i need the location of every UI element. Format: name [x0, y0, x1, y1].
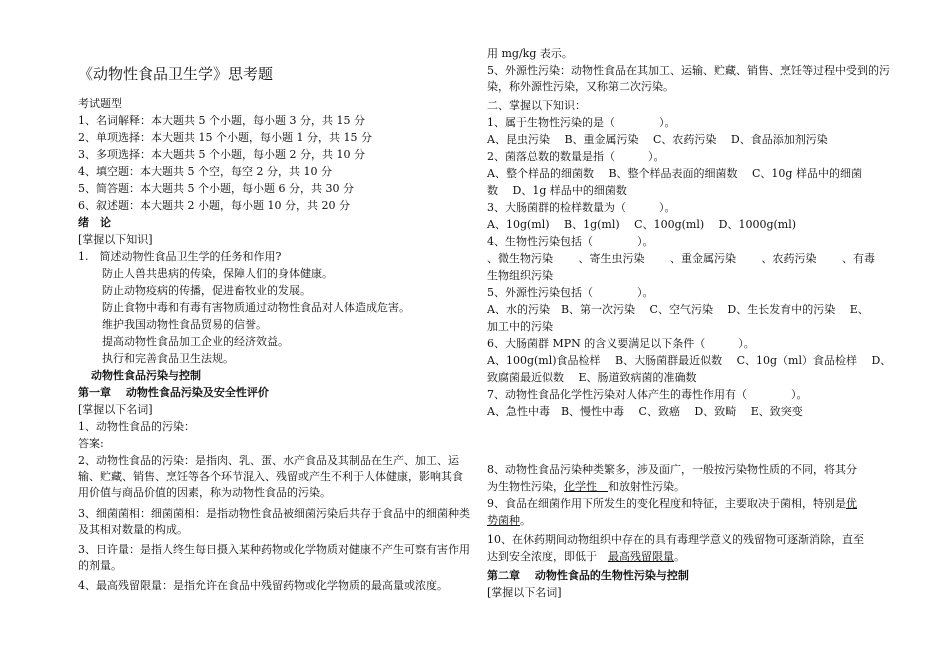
definition-3: 3、细菌菌相：细菌菌相：是指动物性食品被细菌污染后共存于食品中的细菌种类及其相对数量的构成。 — [78, 507, 470, 536]
q9-text-after: 。 — [520, 514, 531, 527]
q10-text-after: 。 — [674, 550, 685, 563]
mc-question-6-options-cont: 致腐菌最近似数 E、肠道致病菌的准确数 — [487, 371, 697, 384]
mc-question-1: 1、属于生物性污染的是（ ）。 — [487, 116, 676, 129]
q9-text: 9、食品在细菌作用下所发生的变化程度和特征，主要取决于菌相，特别是 — [487, 497, 846, 510]
intro-heading: 绪 论 — [78, 216, 111, 229]
mc-question-4: 4、生物性污染包括（ ）。 — [487, 235, 654, 248]
q10-answer: 最高残留限量 — [608, 550, 674, 563]
mc-question-5: 5、外源性污染包括（ ）。 — [487, 286, 654, 299]
fill-question-10: 10、在休药期间动物组织中存在的具有毒理学意义的残留物可逐渐消除，直至 — [487, 533, 864, 546]
mc-question-4-options: 、微生物污染 、寄生虫污染 、重金属污染 、农药污染 、有毒 — [487, 252, 875, 265]
fill-question-8-cont — [487, 479, 685, 495]
q9-answer-part1: 优 — [846, 497, 857, 510]
mc-question-5-options: A、水的污染 B、第一次污染 C、空气污染 D、生长发育中的污染 E、 — [487, 303, 869, 316]
fill-question-10-cont — [487, 549, 685, 565]
question-1: 1. 简述动物性食品卫生学的任务和作用? — [78, 250, 282, 263]
definition-3b: 3、日许量：是指人终生每日摄入某种药物或化学物质对健康不产生可察有害作用的剂量。 — [78, 543, 470, 572]
exam-types-header: 考试题型 — [78, 97, 122, 110]
q1-point-2: 防止动物疫病的传播，促进畜牧业的发展。 — [102, 284, 311, 297]
mc-question-3-options: A、10g(ml) B、1g(ml) C、100g(ml) D、1000g(ml) — [487, 218, 797, 231]
mc-question-2-options-cont: 数 D、1g 样品中的细菌数 — [487, 184, 627, 197]
term-1: 1、动物性食品的污染： — [78, 420, 195, 433]
mc-question-6-options: A、100g(ml)食品检样 B、大肠菌群最近似数 C、10g（ml）食品检样 D、 — [487, 354, 892, 367]
mc-question-4-options-cont: 生物组织污染 — [487, 269, 553, 282]
answer-label: 答案: — [78, 437, 104, 450]
q8-answer: 化学性 — [564, 480, 608, 493]
definition-2: 2、动物性食品的污染：是指肉、乳、蛋、水产食品及其制品在生产、加工、运输、贮藏、销售、烹饪等各个环节混入、残留或产生不利于人体健康，影响其食用价值与商品价值的因素，称为动物性食品的污染。 — [78, 454, 463, 499]
fill-question-8: 8、动物性食品污染种类繁多，涉及面广，一般按污染物性质的不同，将其分 — [487, 463, 857, 476]
q1-point-5: 提高动物性食品加工企业的经济效益。 — [102, 335, 289, 348]
q8-text-after: 和放射性污染。 — [608, 480, 685, 493]
q8-text-before: 为生物性污染， — [487, 480, 564, 493]
mc-question-2: 2、菌落总数的数量是指（ ）。 — [487, 150, 665, 163]
q1-point-3: 防止食物中毒和有毒有害物质通过动物性食品对人体造成危害。 — [102, 301, 410, 314]
fill-question-9-cont — [487, 513, 531, 529]
mc-question-6: 6、大肠菌群 MPN 的含义要满足以下条件（ ）。 — [487, 337, 755, 350]
exam-type-2: 2、单项选择：本大题共 15 个小题，每小题 1 分，共 15 分 — [78, 131, 372, 144]
part-heading: 动物性食品污染与控制 — [91, 369, 201, 382]
mc-question-7-options: A、急性中毒 B、慢性中毒 C、致癌 D、致畸 E、致突变 — [487, 405, 803, 418]
master-knowledge-label: [掌握以下知识] — [78, 233, 153, 246]
chapter-1-heading: 第一章 动物性食品污染及安全性评价 — [78, 386, 269, 399]
exam-type-4: 4、填空题：本大题共 5 个空，每空 2 分，共 10 分 — [78, 165, 332, 178]
q1-point-6: 执行和完善食品卫生法规。 — [102, 352, 234, 365]
master-terms-label-2: [掌握以下名词] — [487, 586, 562, 599]
mc-question-2-options: A、整个样品的细菌数 B、整个样品表面的细菌数 C、10g 样品中的细菌 — [487, 167, 862, 180]
exam-type-3: 3、多项选择：本大题共 5 个小题，每小题 2 分，共 10 分 — [78, 148, 365, 161]
chapter-2-heading: 第二章 动物性食品的生物性污染与控制 — [487, 569, 689, 582]
mc-question-5-options-cont: 加工中的污染 — [487, 320, 553, 333]
definition-5: 5、外源性污染：动物性食品在其加工、运输、贮藏、销售、烹饪等过程中受到的污染，称外源性污染，又称第二次污染。 — [487, 64, 890, 93]
continuation-text: 用 mg/kg 表示。 — [487, 47, 573, 60]
document-title: 《动物性食品卫生学》思考题 — [78, 65, 274, 83]
exam-type-6: 6、叙述题：本大题共 2 小题，每小题 10 分，共 20 分 — [78, 199, 350, 212]
master-terms-label: [掌握以下名词] — [78, 403, 153, 416]
fill-question-9 — [487, 496, 857, 512]
exam-type-5: 5、简答题：本大题共 5 个小题，每小题 6 分，共 30 分 — [78, 182, 354, 195]
q9-answer-part2: 势菌种 — [487, 514, 520, 527]
q1-point-4: 维护我国动物性食品贸易的信誉。 — [102, 318, 267, 331]
mc-question-1-options: A、昆虫污染 B、重金属污染 C、农药污染 D、食品添加剂污染 — [487, 133, 828, 146]
q10-text-before: 达到安全浓度，即低于 — [487, 550, 608, 563]
mc-question-3: 3、大肠菌群的检样数量为（ ）。 — [487, 201, 676, 214]
definition-4: 4、最高残留限量：是指允许在食品中残留药物或化学物质的最高量或浓度。 — [78, 579, 448, 592]
q1-point-1: 防止人兽共患病的传染，保障人们的身体健康。 — [102, 267, 333, 280]
mc-question-7: 7、动物性食品化学性污染对人体产生的毒性作用有（ ）。 — [487, 388, 808, 401]
exam-type-1: 1、名词解释：本大题共 5 个小题，每小题 3 分，共 15 分 — [78, 114, 365, 127]
section-2-heading: 二、掌握以下知识： — [487, 99, 586, 112]
